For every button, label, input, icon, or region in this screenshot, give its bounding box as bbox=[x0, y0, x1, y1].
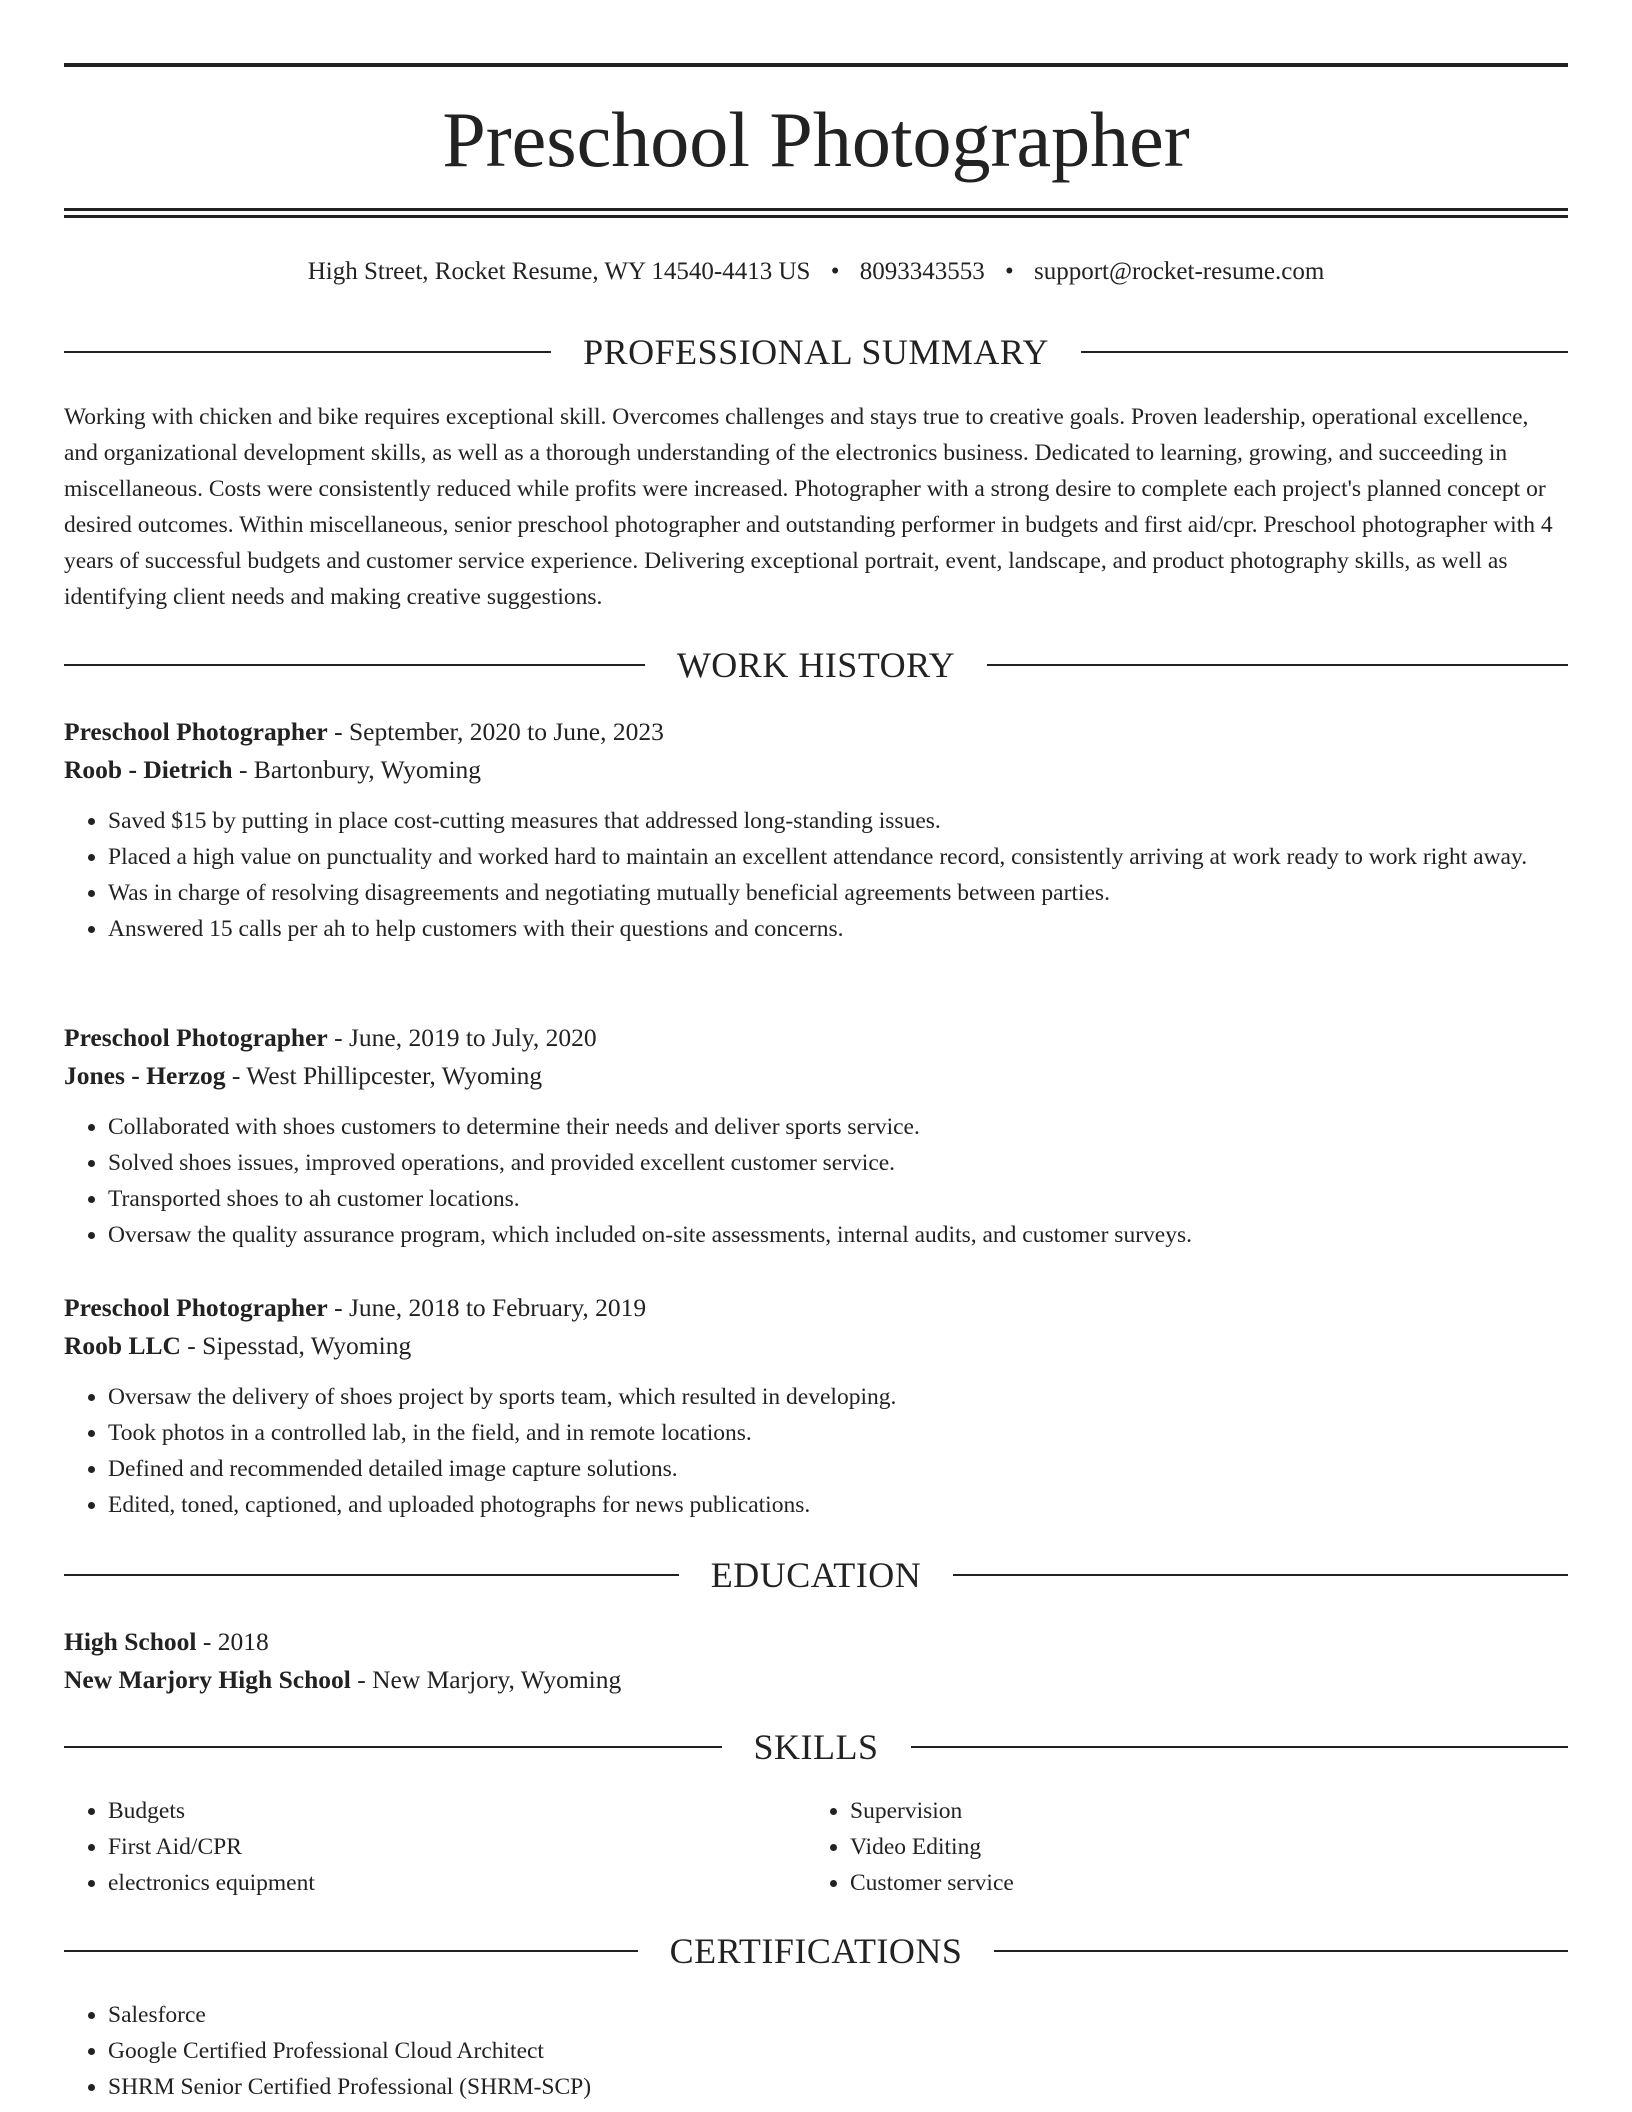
heading-rule bbox=[64, 1950, 638, 1952]
heading-rule bbox=[994, 1950, 1568, 1952]
job-company: Jones - Herzog bbox=[64, 1061, 226, 1090]
job-title: Preschool Photographer bbox=[64, 1293, 328, 1322]
list-item: • Defined and recommended detailed image capture solutions. bbox=[108, 1451, 1568, 1487]
job-location: - West Phillipcester, Wyoming bbox=[225, 1061, 543, 1090]
job-title-line bbox=[64, 1019, 1568, 1057]
list-item: • Answered 15 calls per ah to help customers with their questions and concerns. bbox=[108, 911, 1568, 947]
job-company: Roob LLC bbox=[64, 1331, 181, 1360]
list-item: • Salesforce bbox=[108, 1997, 1568, 2033]
list-item: • Oversaw the delivery of shoes project by sports team, which resulted in developing. bbox=[108, 1379, 1568, 1415]
job-company-line bbox=[64, 1057, 1568, 1095]
job-title-line bbox=[64, 1289, 1568, 1327]
skills-list bbox=[64, 1793, 1568, 1901]
list-item: • Video Editing bbox=[850, 1829, 1548, 1865]
list-item: • Google Certified Professional Cloud Architect bbox=[108, 2033, 1568, 2069]
contact-separator: • bbox=[830, 258, 840, 285]
education-school: New Marjory High School bbox=[64, 1665, 351, 1694]
contact-email: support@rocket-resume.com bbox=[1033, 258, 1325, 285]
skills-column-left bbox=[64, 1793, 806, 1901]
title-double-rule bbox=[64, 208, 1568, 218]
job-company-line bbox=[64, 751, 1568, 789]
list-item: • Placed a high value on punctuality and worked hard to maintain an excellent attendance record, consistently arriving at work ready to work right away. bbox=[108, 839, 1568, 875]
job-dates: - September, 2020 to June, 2023 bbox=[327, 717, 664, 746]
list-item: • First Aid/CPR bbox=[108, 1829, 806, 1865]
top-rule bbox=[64, 63, 1568, 67]
list-item: • Supervision bbox=[850, 1793, 1548, 1829]
education-heading-label: EDUCATION bbox=[710, 1555, 922, 1595]
work-heading-label: WORK HISTORY bbox=[676, 645, 956, 685]
education-heading bbox=[64, 1553, 1568, 1597]
heading-rule bbox=[911, 1746, 1569, 1748]
job-entry bbox=[64, 713, 1568, 947]
certifications-heading bbox=[64, 1929, 1568, 1973]
certifications-heading-label: CERTIFICATIONS bbox=[669, 1931, 963, 1971]
heading-rule bbox=[64, 664, 645, 666]
list-item: • Saved $15 by putting in place cost-cutting measures that addressed long-standing issues. bbox=[108, 803, 1568, 839]
list-item: • Solved shoes issues, improved operations, and provided excellent customer service. bbox=[108, 1145, 1568, 1181]
page-title: Preschool Photographer bbox=[442, 96, 1190, 183]
education-entry bbox=[64, 1623, 1568, 1699]
contact-address: High Street, Rocket Resume, WY 14540-4413 US bbox=[307, 258, 811, 285]
certifications-list bbox=[64, 1997, 1568, 2105]
heading-rule bbox=[64, 1746, 722, 1748]
job-dates: - June, 2019 to July, 2020 bbox=[327, 1023, 597, 1052]
job-bullets bbox=[64, 1109, 1568, 1253]
heading-rule bbox=[64, 1574, 679, 1576]
education-year: - 2018 bbox=[196, 1627, 269, 1656]
job-entry bbox=[64, 1019, 1568, 1253]
job-location: - Sipesstad, Wyoming bbox=[180, 1331, 412, 1360]
job-entry bbox=[64, 1289, 1568, 1523]
list-item: • Collaborated with shoes customers to determine their needs and deliver sports service. bbox=[108, 1109, 1568, 1145]
list-item: • Edited, toned, captioned, and uploaded photographs for news publications. bbox=[108, 1487, 1568, 1523]
skills-heading-label: SKILLS bbox=[753, 1727, 879, 1767]
skills-heading bbox=[64, 1725, 1568, 1769]
list-item: • Transported shoes to ah customer locations. bbox=[108, 1181, 1568, 1217]
job-title: Preschool Photographer bbox=[64, 717, 328, 746]
job-bullets bbox=[64, 1379, 1568, 1523]
heading-rule bbox=[953, 1574, 1568, 1576]
heading-rule bbox=[64, 351, 551, 353]
education-degree: High School bbox=[64, 1627, 197, 1656]
job-dates: - June, 2018 to February, 2019 bbox=[327, 1293, 647, 1322]
list-item: • Was in charge of resolving disagreements and negotiating mutually beneficial agreements between parties. bbox=[108, 875, 1568, 911]
heading-rule bbox=[987, 664, 1568, 666]
education-school-line bbox=[64, 1661, 1568, 1699]
certifications-items bbox=[64, 1997, 1568, 2105]
job-title: Preschool Photographer bbox=[64, 1023, 328, 1052]
contact-line bbox=[64, 255, 1568, 289]
work-heading bbox=[64, 643, 1568, 687]
list-item: • Oversaw the quality assurance program, which included on-site assessments, internal audits, and customer surveys. bbox=[108, 1217, 1568, 1253]
job-title-line bbox=[64, 713, 1568, 751]
summary-heading bbox=[64, 330, 1568, 374]
job-company: Roob - Dietrich bbox=[64, 755, 233, 784]
list-item: • Took photos in a controlled lab, in the field, and in remote locations. bbox=[108, 1415, 1568, 1451]
job-bullets bbox=[64, 803, 1568, 947]
education-degree-line bbox=[64, 1623, 1568, 1661]
list-item: • Customer service bbox=[850, 1865, 1548, 1901]
contact-phone: 8093343553 bbox=[859, 258, 985, 285]
education-location: - New Marjory, Wyoming bbox=[350, 1665, 622, 1694]
summary-heading-label: PROFESSIONAL SUMMARY bbox=[583, 332, 1049, 372]
contact-separator: • bbox=[1004, 258, 1014, 285]
job-company-line bbox=[64, 1327, 1568, 1365]
heading-rule bbox=[1081, 351, 1568, 353]
list-item: • electronics equipment bbox=[108, 1865, 806, 1901]
list-item: • Budgets bbox=[108, 1793, 806, 1829]
job-location: - Bartonbury, Wyoming bbox=[232, 755, 482, 784]
summary-text: Working with chicken and bike requires exceptional skill. Overcomes challenges and stays true to creative goals. Proven leadership, operational excellence, and organizational development skills, as well as a thorough understanding of the electronics business. Dedicated to learning, growing, and succeeding in miscellaneous. Costs were consistently reduced while profits were increased. Photographer with a strong desire to complete each project's planned concept or desired outcomes. Within miscellaneous, senior preschool photographer and outstanding performer in budgets and first aid/cpr. Preschool photographer with 4 years of successful budgets and customer service experience. Delivering exceptional portrait, event, landscape, and product photography skills, as well as identifying client needs and making creative suggestions. bbox=[64, 404, 1553, 610]
skills-column-right bbox=[806, 1793, 1548, 1901]
list-item: • SHRM Senior Certified Professional (SHRM-SCP) bbox=[108, 2069, 1568, 2105]
